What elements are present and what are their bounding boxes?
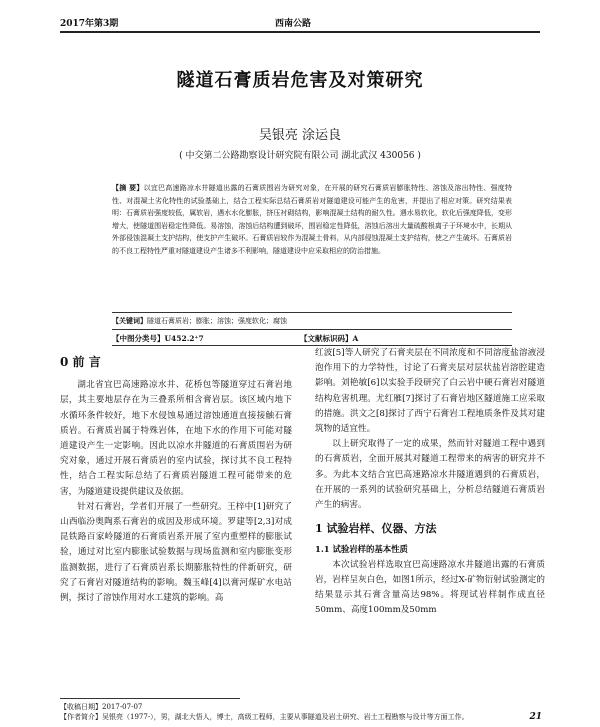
author-note: 【作者简介】吴银亮（1977-），男，湖北大悟人，博士，高级工程师，主要从事隧道及岩土研究、岩土工程勘察与设计等方面工作。 <box>60 713 469 721</box>
journal-name: 西南公路 <box>275 19 312 29</box>
affiliation: ( 中交第二公路勘察设计研究院有限公司 湖北武汉 430056 ) <box>179 151 421 161</box>
abstract-label: 【摘 要】 <box>112 183 144 192</box>
subsection-1-1-heading: 1.1 试验岩样的基本性质 <box>315 544 408 555</box>
paper-title: 隧道石膏质岩危害及对策研究 <box>176 70 424 91</box>
paragraph: 本次试验岩样选取宜巴高速路凉水井隧道出露的石膏质岩，岩样呈灰白色，如图1所示，经过X-矿物衍射试验测定的结果显示其石膏含量高达98%。将现试岩样制作成直径50mm、高度100mm及50mm <box>315 559 545 616</box>
footnote-rule <box>60 698 240 699</box>
page-number: 21 <box>529 712 542 722</box>
section-1-heading: 1 试验岩样、仪器、方法 <box>315 522 437 536</box>
classification-label: 【中图分类号】 <box>112 334 165 343</box>
abstract <box>112 182 512 257</box>
header-rule <box>60 31 540 33</box>
keywords-divider <box>112 329 512 330</box>
left-column <box>60 355 292 606</box>
paragraph: 针对石膏岩，学者们开展了一些研究。王梓中[1]研究了山西临汾奥陶系石膏岩的成因及形成环境。罗建等[2,3]对成昆铁路百家岭隧道的石膏质岩系开展了室内重塑样的膨胀试验，通过对比室内膨胀试验数据与现场监测和室内膨胀变形监测数据，进行了石膏质岩系长期膨胀特性的伴新研究，研究了石膏岩对隧道结构的影响。魏玉峰[4]以膏河煤矿水电站例，探讨了溶蚀作用对水工建筑的影响。高 <box>60 501 292 604</box>
keywords-text: 隧道石膏质岩；膨胀；溶蚀；强度软化；腐蚀 <box>147 317 287 325</box>
document-code <box>300 333 358 344</box>
doc-code-value: A <box>352 334 359 343</box>
keywords <box>112 316 512 326</box>
keywords-label: 【关键词】 <box>112 316 147 325</box>
section-0-heading: 0 前 言 <box>60 355 101 369</box>
right-column <box>315 346 545 618</box>
doc-code-label: 【文献标识码】 <box>300 334 353 343</box>
abstract-text: 以宜巴高速路凉水井隧道出露的石膏质围岩为研究对象，在开展的研究石膏质岩膨胀特性、溶蚀及溶出特性、强度特性、对混凝土劣化特性的试验基础上，结合工程实际总结石膏质岩对隧道建设可能产生的危害，并提出了相应对策。研究结果表明：石膏质岩强度较低，属软岩，遇水水化膨胀，挤压衬砌结构，影响混凝土结构的耐久性。遇水易软化，软化后强度降低，变形增大，使隧道围岩稳定性降低。易溶蚀，溶蚀后结构遭到破坏，围岩稳定性降低，溶蚀后溶出大量硫酸根离子于环境水中，长期从外部侵蚀混凝土支护结构，使支护产生破坏。石膏质岩较作为混凝土骨料，从内部侵蚀混凝土支护结构，使之产生破坏。石膏质岩的不良工程特性严重对隧道建设产生诸多不利影响，隧道建设中应采取相应的防治措施。 <box>112 184 513 255</box>
issue-label: 2017年第3期 <box>60 19 119 29</box>
classification-value: U452.2⁺7 <box>164 334 204 343</box>
running-header <box>60 14 540 32</box>
abstract-divider <box>112 312 512 313</box>
paragraph: 以上研究取得了一定的成果，然而针对隧道工程中遇到的石膏质岩，全面开展其对隧道工程带来的病害的研究并不多。为此本文结合宜巴高速路凉水井隧道遇到的石膏质岩，在开展的一系列的试验研究基础上，分析总结隧道石膏质岩产生的病害。 <box>315 439 545 511</box>
author-list: 吴银亮 涂运良 <box>258 128 342 143</box>
paragraph: 红波[5]等人研究了石膏夹层在不同浓度和不同溶度盐溶液浸泡作用下的力学特性，讨论了石膏夹层对层状盐岩溶腔建造影响。刘艳敏[6]以实验手段研究了白云岩中硬石膏岩对隧道结构危害机理。尤红雁[7]探讨了石膏岩地区隧道施工应采取的措施。洪文之[8]探讨了西宁石膏岩工程地质条件及其对建筑物的适宜性。 <box>315 348 545 435</box>
received-date: 【收稿日期】2017-07-07 <box>60 703 143 711</box>
paragraph: 湖北省宜巴高速路凉水井、花桥包等隧道穿过石膏岩地层，其主要地层存在为三叠系所相含膏岩层。该区域内地下水循环条件较好，地下水侵蚀易通过溶蚀通道直接接触石膏质岩。石膏质岩属于特殊岩体，在地下水的作用下可能对隧道建设产生一定影响。因此以凉水井隧道的石膏质围岩为研究对象，通过开展石膏质岩的室内试验，探讨其不良工程特性，结合工程实际总结了石膏质岩隧道工程可能带来的危害，为隧道建设提供建议及依据。 <box>60 380 292 497</box>
